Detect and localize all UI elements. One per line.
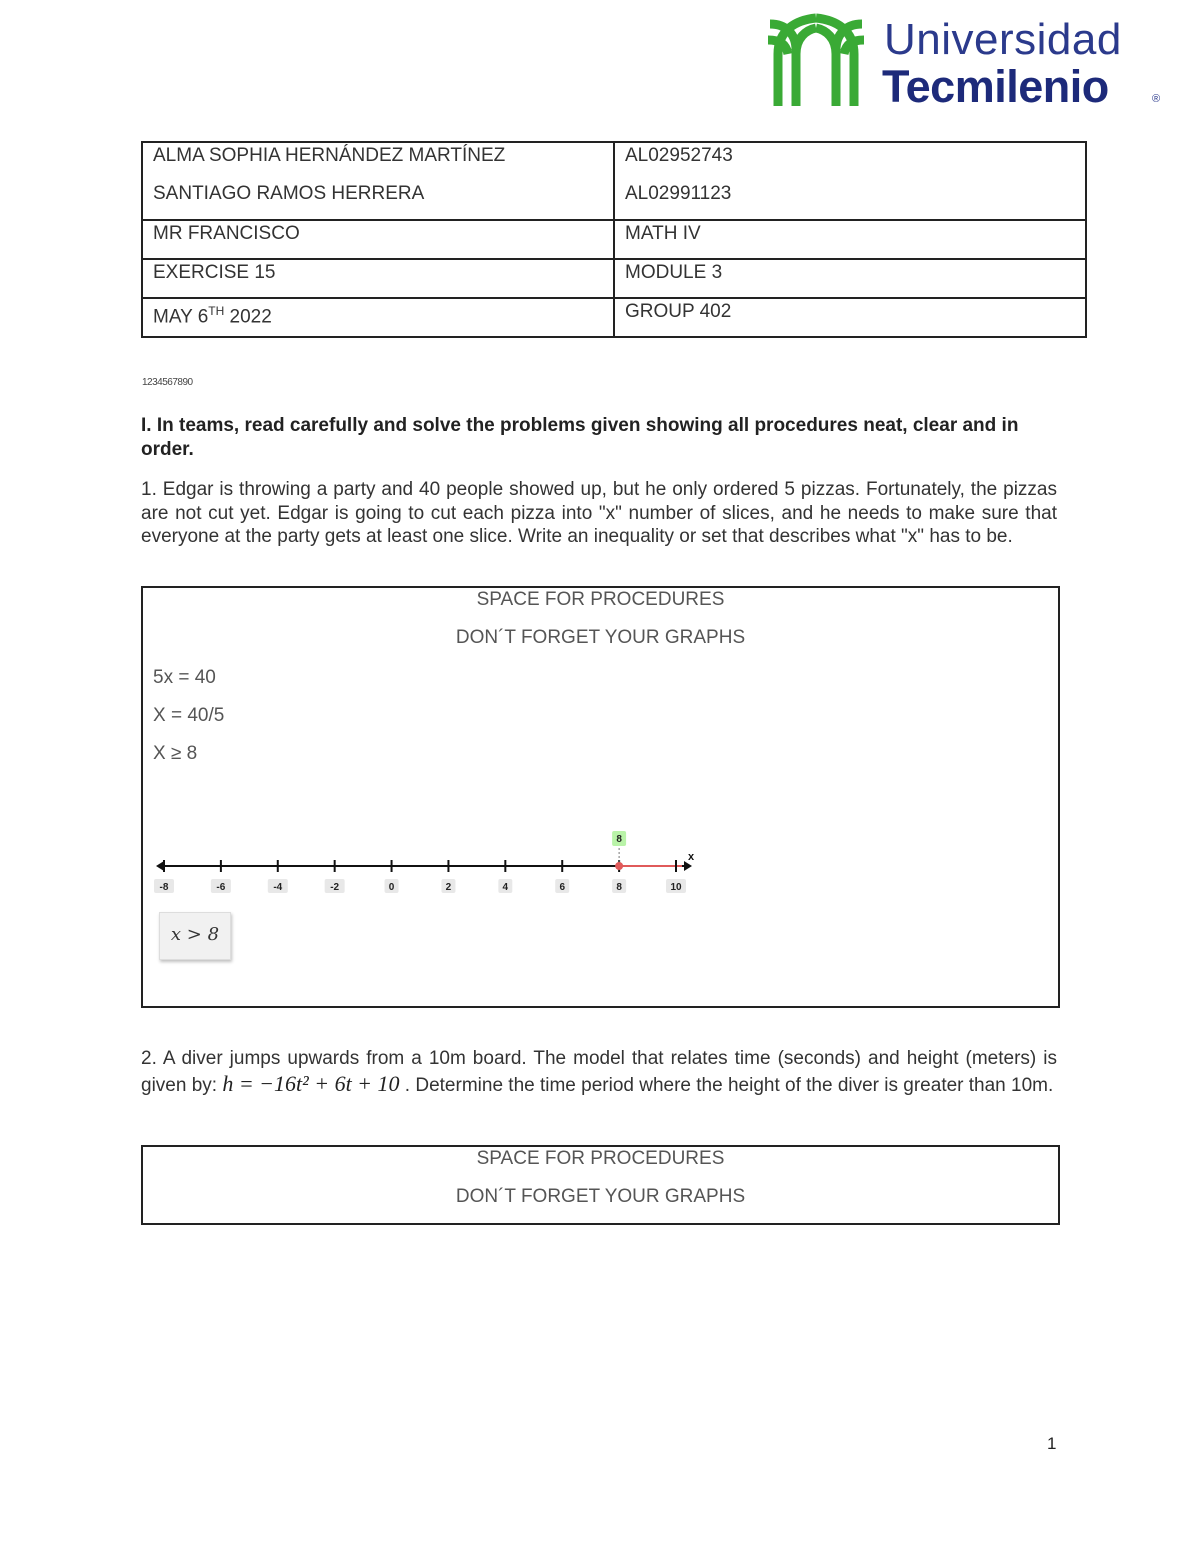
module-cell: MODULE 3: [614, 259, 1086, 298]
tick-label: -6: [216, 882, 226, 893]
procedures-heading: SPACE FOR PROCEDURES: [476, 589, 725, 610]
question-2-text: [141, 1046, 1057, 1098]
graphs-reminder-heading: DON´T FORGET YOUR GRAPHS: [455, 627, 746, 648]
page-number: 1: [1047, 1434, 1057, 1453]
student-name-1: ALMA SOPHIA HERNÁNDEZ MARTÍNEZ: [153, 145, 506, 166]
teacher-cell: MR FRANCISCO: [142, 220, 614, 259]
tick-label: -4: [273, 882, 283, 893]
date-cell: [142, 298, 614, 337]
date-suffix: TH: [208, 304, 225, 318]
instructions-text: I. In teams, read carefully and solve the problems given showing all procedures neat, clear and in order.: [141, 415, 1019, 460]
logo-tecmilenio-text: Tecmilenio: [882, 61, 1109, 112]
subject-cell: MATH IV: [614, 220, 1086, 259]
logo-leaf-icon: [766, 10, 870, 106]
logo-universidad-text: Universidad: [884, 15, 1122, 64]
student-id-1: AL02952743: [625, 145, 733, 166]
inequality-label-button[interactable]: x > 8: [159, 912, 231, 960]
left-arrow-icon: [156, 861, 164, 871]
tick-label: 0: [388, 882, 395, 893]
tick-label: 6: [559, 882, 566, 893]
graphs-reminder-heading-2: DON´T FORGET YOUR GRAPHS: [455, 1186, 746, 1207]
ids-cell: [614, 142, 1086, 220]
number-line-graph: [152, 828, 700, 898]
axis-label-x: x: [688, 851, 695, 863]
tick-label: 2: [445, 882, 452, 893]
student-info-table: [141, 141, 1087, 338]
procedures-heading-2: SPACE FOR PROCEDURES: [476, 1148, 725, 1169]
solution-point: [615, 862, 623, 870]
question-2-after: . Determine the time period where the height of the diver is greater than 10m.: [399, 1075, 1054, 1096]
work-line-1: 5x = 40: [153, 667, 216, 688]
procedures-box-1: [141, 586, 1060, 1008]
date-month: MAY 6: [153, 306, 209, 328]
group-cell: GROUP 402: [614, 298, 1086, 337]
question-1-text: 1. Edgar is throwing a party and 40 people showed up, but he only ordered 5 pizzas. Fortunately, the pizzas are not cut yet. Edgar is going to cut each pizza into "x" number of slices, and he needs to make sure that everyone at the party gets at least one slice. Write an inequality or set that describes what "x" has to be.: [141, 479, 1057, 547]
logo-registered-mark: ®: [1152, 93, 1161, 105]
students-cell: [142, 142, 614, 220]
exercise-cell: EXERCISE 15: [142, 259, 614, 298]
tick-label: -8: [159, 882, 169, 893]
diver-height-equation: h = −16t² + 6t + 10: [222, 1071, 400, 1096]
date-year: 2022: [224, 306, 272, 328]
student-id-2: AL02991123: [625, 183, 732, 204]
number-strip: 1234567890: [142, 377, 193, 388]
tick-label: 8: [616, 882, 622, 893]
tick-label: -2: [330, 882, 340, 893]
tick-label: 10: [670, 882, 682, 893]
student-name-2: SANTIAGO RAMOS HERRERA: [153, 183, 425, 204]
question-2-before: 2. A diver jumps upwards from a 10m board. The model that relates time (seconds) and height (meters) is given by:: [141, 1048, 1057, 1096]
work-line-3: X ≥ 8: [153, 743, 198, 764]
tick-label: 4: [502, 882, 509, 893]
procedures-box-2: [141, 1145, 1060, 1225]
work-line-2: X = 40/5: [153, 705, 225, 726]
point-label: 8: [616, 834, 622, 845]
